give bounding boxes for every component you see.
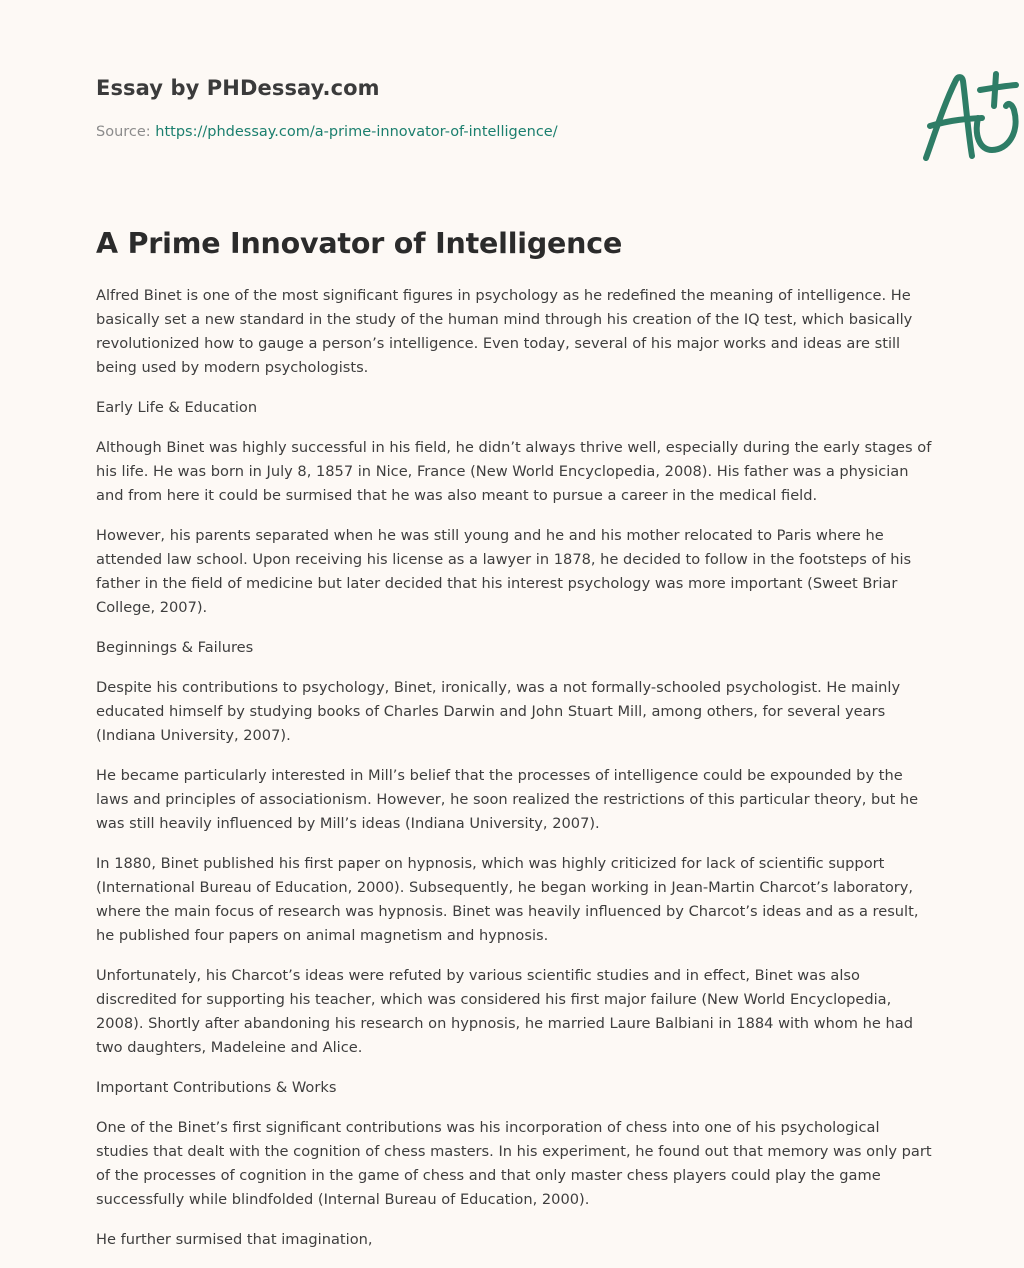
section-heading-beginnings: Beginnings & Failures: [96, 639, 254, 656]
paragraph: He further surmised that imagination,: [96, 1231, 373, 1248]
logo-o-stroke: [977, 104, 1016, 150]
source-link[interactable]: https://phdessay.com/a-prime-innovator-of-intelligence/: [155, 124, 558, 140]
source-label: Source:: [96, 124, 156, 140]
paragraph: Unfortunately, his Charcot’s ideas were refuted by various scientific studies and in effect, Binet was also discredited for supporting his teacher, which was considered his first major failure (New World Encyclopedia, 2008). Shortly after abandoning his research on hypnosis, he married Laure Balbiani in 1884 with whom he had two daughters, Madeleine and Alice.: [96, 967, 913, 1056]
paragraph: However, his parents separated when he was still young and he and his mother relocated to Paris where he attended law school. Upon receiving his license as a lawyer in 1878, he decided to follow in the footsteps of his father in the field of medicine but later decided that his interest psychology was more important (Sweet Briar College, 2007).: [96, 527, 912, 616]
paragraph: Although Binet was highly successful in his field, he didn’t always thrive well, especially during the early stages of his life. He was born in July 8, 1857 in Nice, France (New World Encyclopedia, 2008). His father was a physician and from here it could be surmised that he was also meant to pursue a career in the medical field.: [96, 439, 932, 504]
paragraph: In 1880, Binet published his first paper on hypnosis, which was highly criticized for lack of scientific support (International Bureau of Education, 2000). Subsequently, he began working in Jean-Martin Charcot’s laboratory, where the main focus of research was hypnosis. Binet was heavily influenced by Charcot’s ideas and as a result, he published four papers on animal magnetism and hypnosis.: [96, 855, 919, 944]
logo-plus-horizontal: [980, 85, 1016, 90]
paragraph: Despite his contributions to psychology, Binet, ironically, was a not formally-schooled psychologist. He mainly educated himself by studying books of Charles Darwin and John Stuart Mill, among others, for several years (Indiana University, 2007).: [96, 679, 901, 744]
paragraph: One of the Binet’s first significant contributions was his incorporation of chess into one of his psychological studies that dealt with the cognition of chess masters. In his experiment, he found out that memory was only part of the processes of cognition in the game of chess and that only master chess players could play the game successfully while blindfolded (Internal Bureau of Education, 2000).: [96, 1119, 932, 1208]
essay-title: A Prime Innovator of Intelligence: [96, 227, 623, 260]
essay-body: [96, 284, 932, 1268]
paragraph: He became particularly interested in Mill’s belief that the processes of intelligence could be expounded by the laws and principles of associationism. However, he soon realized the restrictions of this particular theory, but he was still heavily influenced by Mill’s ideas (Indiana University, 2007).: [96, 767, 919, 832]
a-plus-logo-icon: [916, 66, 1024, 166]
section-heading-early-life: Early Life & Education: [96, 399, 258, 416]
source-line: [96, 124, 558, 140]
site-title: Essay by PHDessay.com: [96, 76, 380, 100]
section-heading-contributions: Important Contributions & Works: [96, 1079, 337, 1096]
paragraph: Alfred Binet is one of the most significant figures in psychology as he redefined the meaning of intelligence. He basically set a new standard in the study of the human mind through his creation of the IQ test, which basically revolutionized how to gauge a person’s intelligence. Even today, several of his major works and ideas are still being used by modern psychologists.: [96, 287, 913, 376]
